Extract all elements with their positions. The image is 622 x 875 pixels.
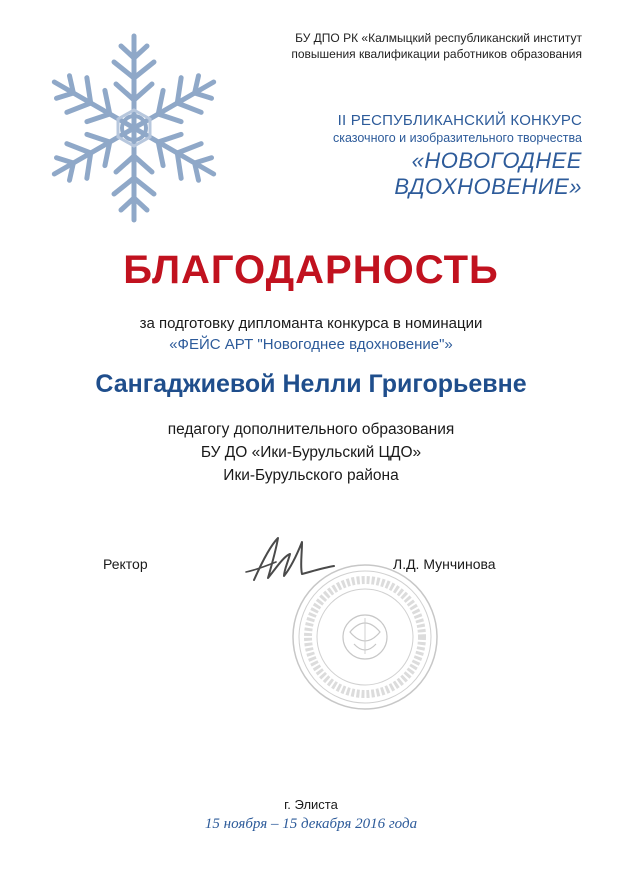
city: г. Элиста <box>284 797 338 812</box>
contest-dates: 15 ноября – 15 декабря 2016 года <box>204 816 418 832</box>
institution-header <box>262 30 582 62</box>
recipient-role <box>0 418 622 487</box>
contest-line-2: сказочного и изобразительного творчества <box>332 131 582 145</box>
rector-name: Л.Д. Мунчинова <box>393 556 496 572</box>
document-title: БЛАГОДАРНОСТЬ <box>123 248 499 292</box>
snowflake-icon <box>34 28 234 228</box>
contest-name: «НОВОГОДНЕЕ ВДОХНОВЕНИЕ» <box>394 148 582 199</box>
role-line-3: Ики-Бурульского района <box>223 467 399 484</box>
institution-line-1: БУ ДПО РК «Калмыцкий республиканский институт <box>295 31 582 45</box>
contest-heading <box>222 112 582 200</box>
recipient-name: Сангаджиевой Нелли Григорьевне <box>95 370 527 398</box>
institution-line-2: повышения квалификации работников образования <box>291 47 582 61</box>
reason-line: за подготовку дипломанта конкурса в номинации <box>139 315 483 332</box>
contest-line-1: II РЕСПУБЛИКАНСКИЙ КОНКУРС <box>337 112 582 129</box>
rector-label: Ректор <box>103 556 148 572</box>
role-line-2: БУ ДО «Ики-Бурульский ЦДО» <box>200 444 422 461</box>
handwritten-signature <box>232 532 342 592</box>
nomination-name: «ФЕЙС АРТ "Новогоднее вдохновение"» <box>169 336 453 353</box>
role-line-1: педагогу дополнительного образования <box>167 421 455 438</box>
